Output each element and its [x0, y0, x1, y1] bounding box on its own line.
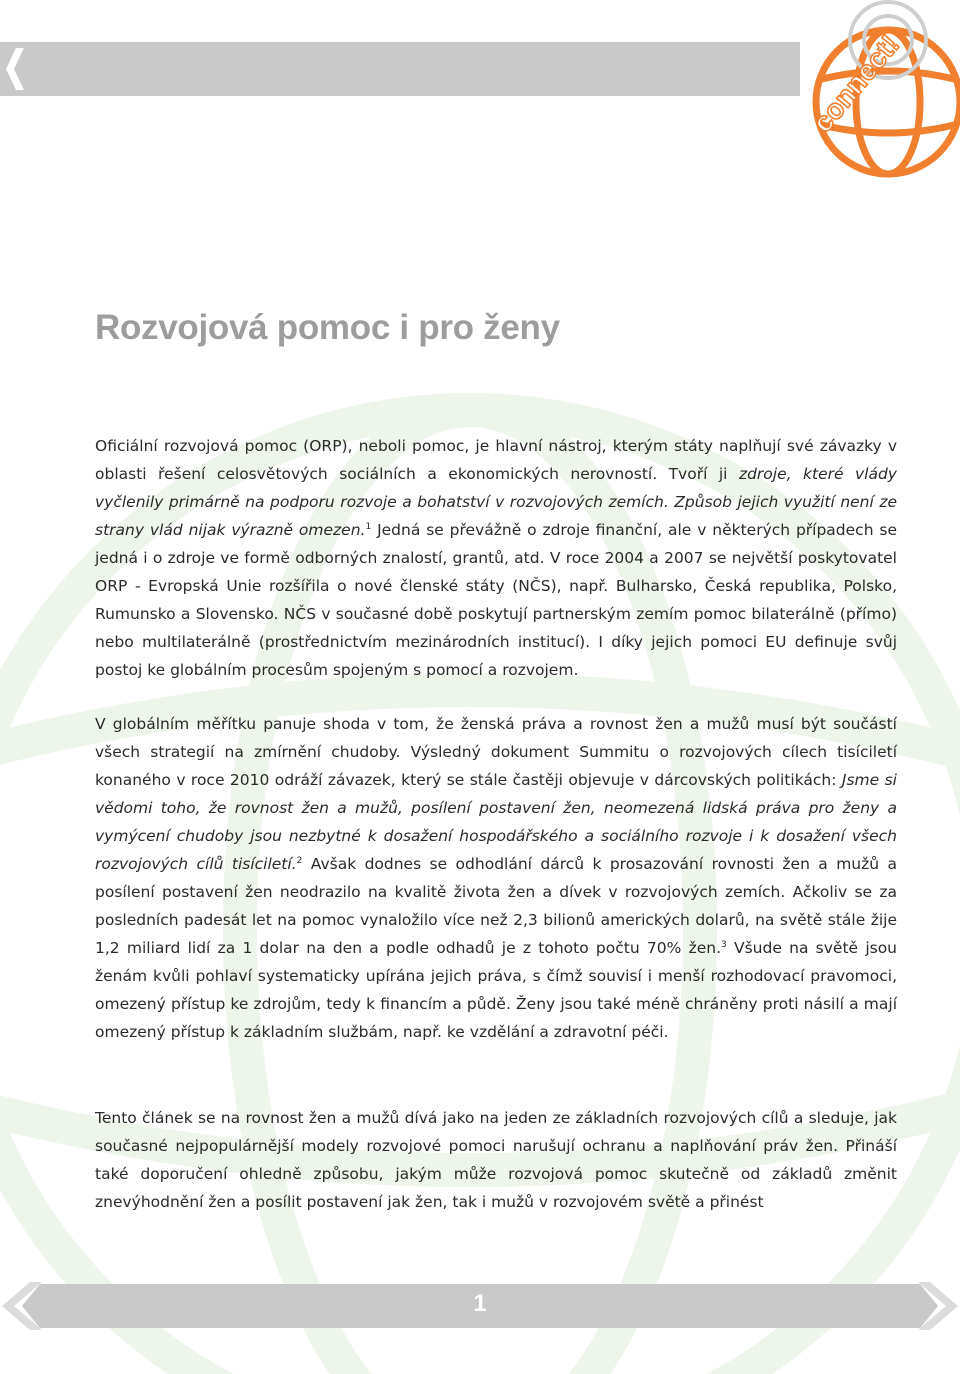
footnote-ref-3[interactable]: 3 — [721, 940, 727, 950]
p1-text-2: Jedná se převážně o zdroje finanční, ale v některých případech se jedná i o zdroje ve formě odborných znalostí, grantů, atd. V roce 2004 a 2007 se největší poskytovatel ORP - Evropská Unie rozšířila o nové členské státy (NČS), např. Bulharsko, Česká republika, Polsko, Rumunsko a Slovensko. NČS v současné době poskytují partnerským zemím pomoc bilaterálně (přímo) nebo multilaterálně (prostřednictvím mezinárodních institucí). I díky jejich pomoci EU definuje svůj postoj ke globálním procesům spojeným s pomocí a rozvojem. — [95, 521, 898, 679]
p2-quote: Jsme si vědomi toho, že rovnost žen a mužů, posílení postavení žen, neomezená lidská práva pro ženy a vymýcení chudoby jsou nezbytné k dosažení hospodářského a sociálního rozvoje i k dosažení všech rozvojových cílů tisíciletí. — [95, 771, 897, 873]
footnote-ref-2[interactable]: 2 — [296, 856, 303, 866]
p2-text-3: Všude na světě jsou ženám kvůli pohlaví systematicky upírána jejich práva, s čímž souvisí i menší rozhodovací pravomoci, omezený přístup ke zdrojům, tedy k financím a půdě. Ženy jsou také méně chráněny proti násilí a mají omezený přístup k základním službám, např. ke vzdělání a zdravotní péči. — [95, 939, 898, 1041]
p2-text-2: Avšak dodnes se odhodlání dárců k prosazování rovnosti žen a mužů a posílení postavení žen neodrazilo na kvalitě života žen a dívek v rozvojových zemích. Ačkoliv se za posledních padesát let na pomoc vynaložilo více než 2,3 bilionů amerických dolarů, na světě stále žije 1,2 miliard lidí za 1 dolar na den a podle odhadů je z tohoto počtu 70% žen. — [95, 855, 897, 957]
paragraph-3 — [95, 1104, 897, 1216]
page-number: 1 — [473, 1290, 487, 1317]
p3-text: Tento článek se na rovnost žen a mužů dívá jako na jeden ze základních rozvojových cílů a sleduje, jak současné nejpopulárnější modely rozvojové pomoci narušují ochranu a naplňování práv žen. Přináší také doporučení ohledně způsobu, jakým může rozvojová pomoc skutečně od základů změnit znevýhodnění žen a posílit postavení jak žen, tak i mužů v rozvojovém světě a přinést — [95, 1109, 897, 1211]
logo-wordmark: connect! — [806, 28, 906, 139]
footnote-ref-1[interactable]: 1 — [365, 522, 372, 532]
connect-logo — [760, 0, 960, 200]
p2-text-1: V globálním měřítku panuje shoda v tom, že ženská práva a rovnost žen a mužů musí být součástí všech strategií na zmírnění chudoby. Výsledný dokument Summitu o rozvojových cílech tisíciletí konaného v roce 2010 odráží závazek, který se stále častěji objevuje v dárcovských politikách: — [95, 715, 897, 789]
p1-italic-text: zdroje, které vlády vyčlenily primárně na podporu rozvoje a bohatství v rozvojových zemích. Způsob jejich využití není ze strany vlád nijak výrazně omezen. — [95, 465, 897, 539]
p1-text-1: Oficiální rozvojová pomoc (ORP), neboli pomoc, je hlavní nástroj, kterým státy naplňují své závazky v oblasti řešení celosvětových sociálních a ekonomických nerovností. Tvoří ji — [95, 437, 897, 483]
page-title: Rozvojová pomoc i pro ženy — [95, 308, 560, 347]
paragraph-1 — [95, 432, 897, 684]
paragraph-2 — [95, 710, 897, 1046]
